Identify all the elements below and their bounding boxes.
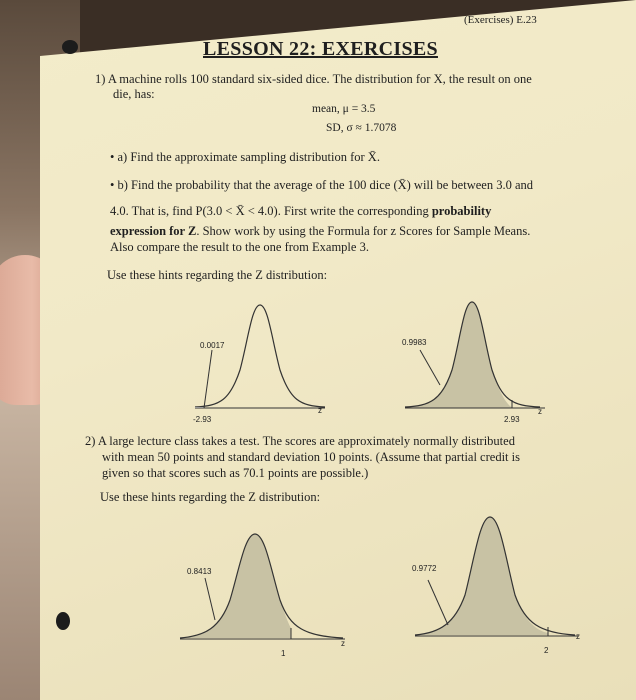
axis-label: z [576,632,580,641]
punch-hole [56,612,70,630]
sd-value: SD, σ ≈ 1.7078 [326,122,397,134]
part-b-text [110,224,530,239]
part-b-text: . Show work by using the Formula for z Scores for Sample Means. [196,224,531,238]
pointer-line [420,350,440,385]
z-tick-label: -2.93 [193,415,212,424]
area-label: 0.0017 [200,341,225,350]
shaded-area [180,534,291,638]
part-b-text: • b) Find the probability that the average of the 100 dice (X̄) will be between 3.0 and [110,178,533,192]
shaded-area [195,407,204,408]
axis-label: z [318,406,322,415]
problem2-text: given so that scores such as 70.1 points are possible.) [102,466,369,480]
pointer-line [428,580,448,625]
pointer-line [205,578,215,620]
area-label: 0.9772 [412,564,437,573]
part-b-bold: expression for Z [110,224,197,238]
part-b-text [110,204,491,219]
page-reference: (Exercises) E.23 [464,14,537,26]
z-tick-label: 1 [281,649,286,658]
problem2-text: with mean 50 points and standard deviation 10 points. (Assume that partial credit is [102,450,520,464]
axis-label: z [341,639,345,648]
probability-expression: P(3.0 < X̄ < 4.0) [195,204,278,218]
bell-curve [195,305,325,407]
z-tick-label: 2.93 [504,415,520,424]
part-b-text: . First write the corresponding [277,204,432,218]
part-b-bold: probability [431,204,492,218]
problem1-text: die, has: [113,87,155,101]
hint-text: Use these hints regarding the Z distribution: [100,490,321,504]
normal-curve-shaded [175,520,355,660]
part-a-text: • a) Find the approximate sampling distribution for X̄. [110,150,380,164]
mean-value: mean, μ = 3.5 [312,103,376,115]
normal-curve-shaded [400,290,550,430]
part-b-text: 4.0. That is, find [110,204,196,218]
shaded-area [405,302,512,408]
area-label: 0.9983 [402,338,427,347]
punch-hole [62,40,78,54]
z-tick-label: 2 [544,646,549,655]
problem1-text: 1) A machine rolls 100 standard six-sided dice. The distribution for X, the result on one [95,72,532,86]
problem2-text: 2) A large lecture class takes a test. The scores are approximately normally distributed [85,434,515,448]
area-label: 0.8413 [187,567,212,576]
normal-curve-shaded [410,505,590,655]
axis-label: z [538,407,542,416]
page-title: LESSON 22: EXERCISES [203,38,438,60]
normal-curve-left-tail [190,290,330,430]
hint-text: Use these hints regarding the Z distribution: [107,268,328,282]
pointer-line [204,350,212,408]
part-b-text: Also compare the result to the one from Example 3. [110,240,369,254]
